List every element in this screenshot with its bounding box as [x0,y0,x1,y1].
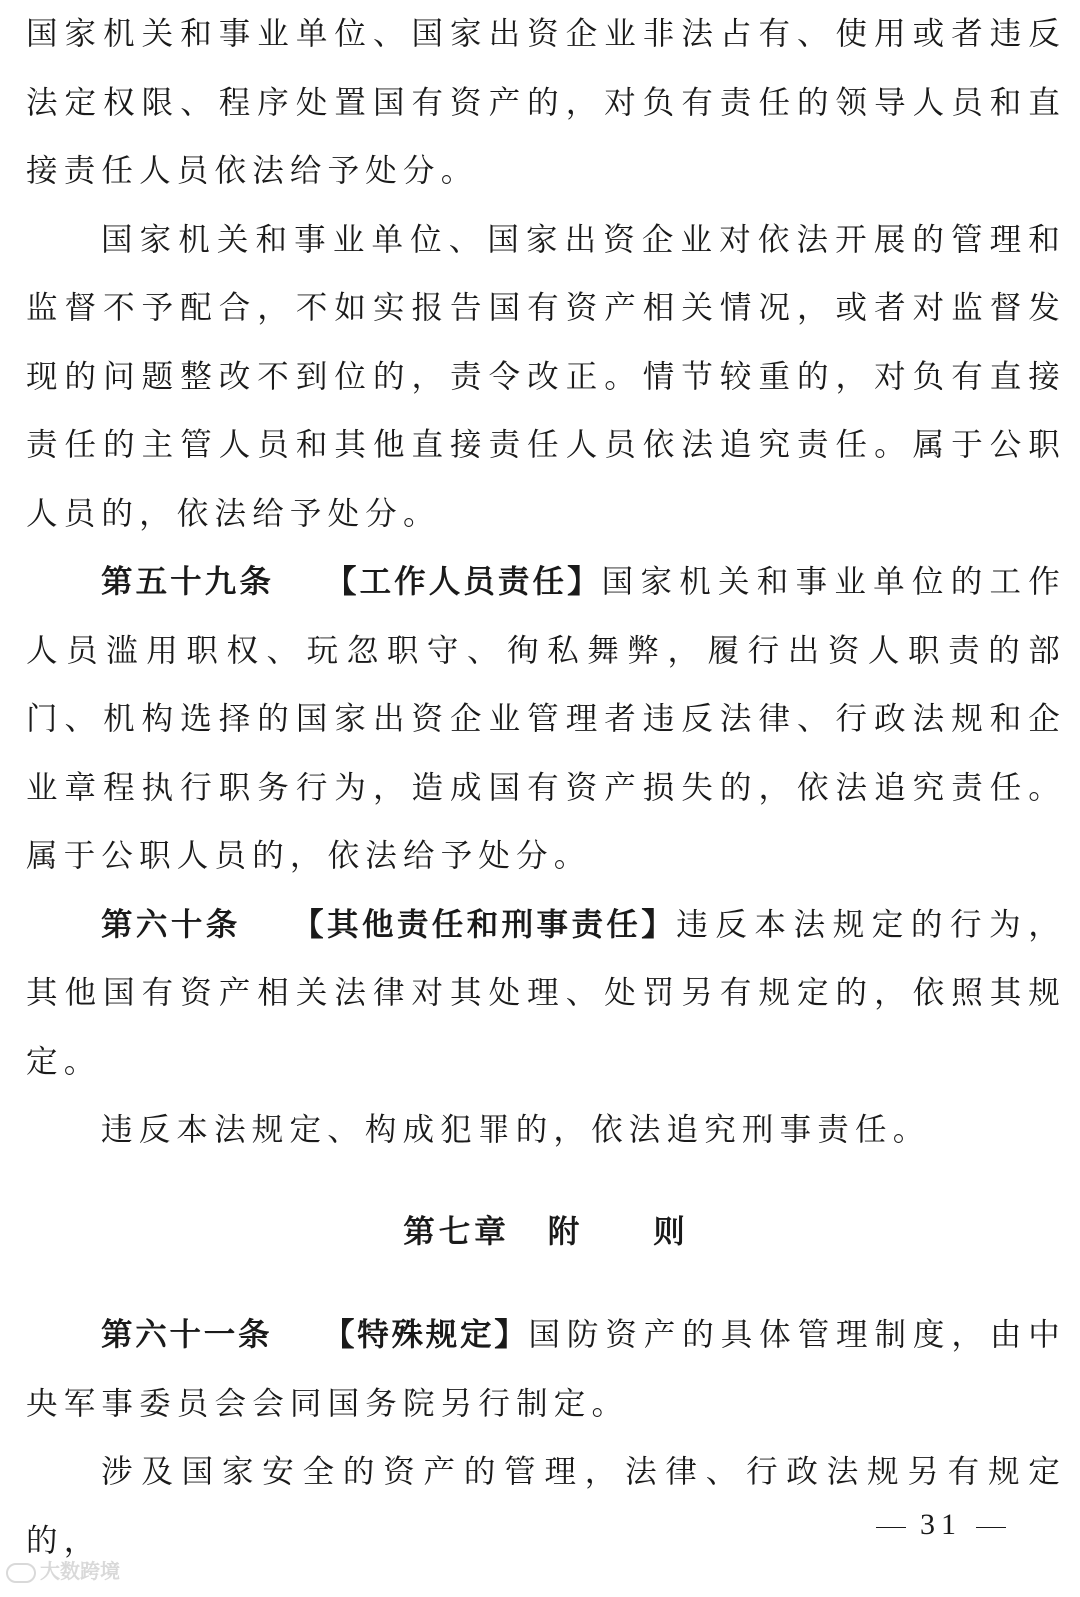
article-59-text: 国家机关和事业单位的工作人员滥用职权、玩忽职守、徇私舞弊，履行出资人职责的部门、机构选择的国家出资企业管理者违反法律、行政法规和企业章程执行职务行为，造成国有资产损失的，依法追究责任。属于公职人员的，依法给予处分。 [26,564,1066,874]
article-61-title: 【特殊规定】 [322,1317,529,1353]
document-page [26,0,1066,1575]
article-60-title: 【其他责任和刑事责任】 [290,906,677,943]
article-59-number: 第五十九条 [101,564,274,600]
paragraph-p7: 涉及国家安全的资产的管理，法律、行政法规另有规定的， [26,1454,1066,1559]
chapter-word-1: 附 [547,1213,584,1250]
article-60 [26,891,1066,1097]
watermark-text: 大数跨境 [40,1559,120,1583]
chapter-number: 第七章 [403,1213,510,1250]
article-61 [26,1301,1066,1438]
watermark [6,1555,120,1584]
watermark-logo-icon [6,1563,36,1583]
chapter-word-2: 则 [653,1213,689,1250]
article-61-text: 国防资产的具体管理制度，由中央军事委员会会同国务院另行制定。 [26,1317,1066,1422]
page-number-footer [862,1508,1020,1542]
left-dash [876,1527,906,1528]
right-dash [976,1527,1006,1528]
paragraph-p1: 国家机关和事业单位、国家出资企业非法占有、使用或者违反法定权限、程序处置国有资产的，对负有责任的领导人员和直接责任人员依法给予处分。 [26,16,1066,189]
paragraph-p5: 违反本法规定、构成犯罪的，依法追究刑事责任。 [101,1112,931,1148]
chapter-heading [26,1198,1066,1267]
article-60-number: 第六十条 [101,906,241,943]
article-61-number: 第六十一条 [101,1317,273,1353]
article-59 [26,548,1066,891]
page-number: 31 [920,1508,962,1541]
article-59-title: 【工作人员责任】 [323,564,602,600]
paragraph-p2: 国家机关和事业单位、国家出资企业对依法开展的管理和监督不予配合，不如实报告国有资产相关情况，或者对监督发现的问题整改不到位的，责令改正。情节较重的，对负有直接责任的主管人员和其他直接责任人员依法追究责任。属于公职人员的，依法给予处分。 [26,221,1066,532]
article-60-text: 违反本法规定的行为，其他国有资产相关法律对其处理、处罚另有规定的，依照其规定。 [26,906,1066,1080]
